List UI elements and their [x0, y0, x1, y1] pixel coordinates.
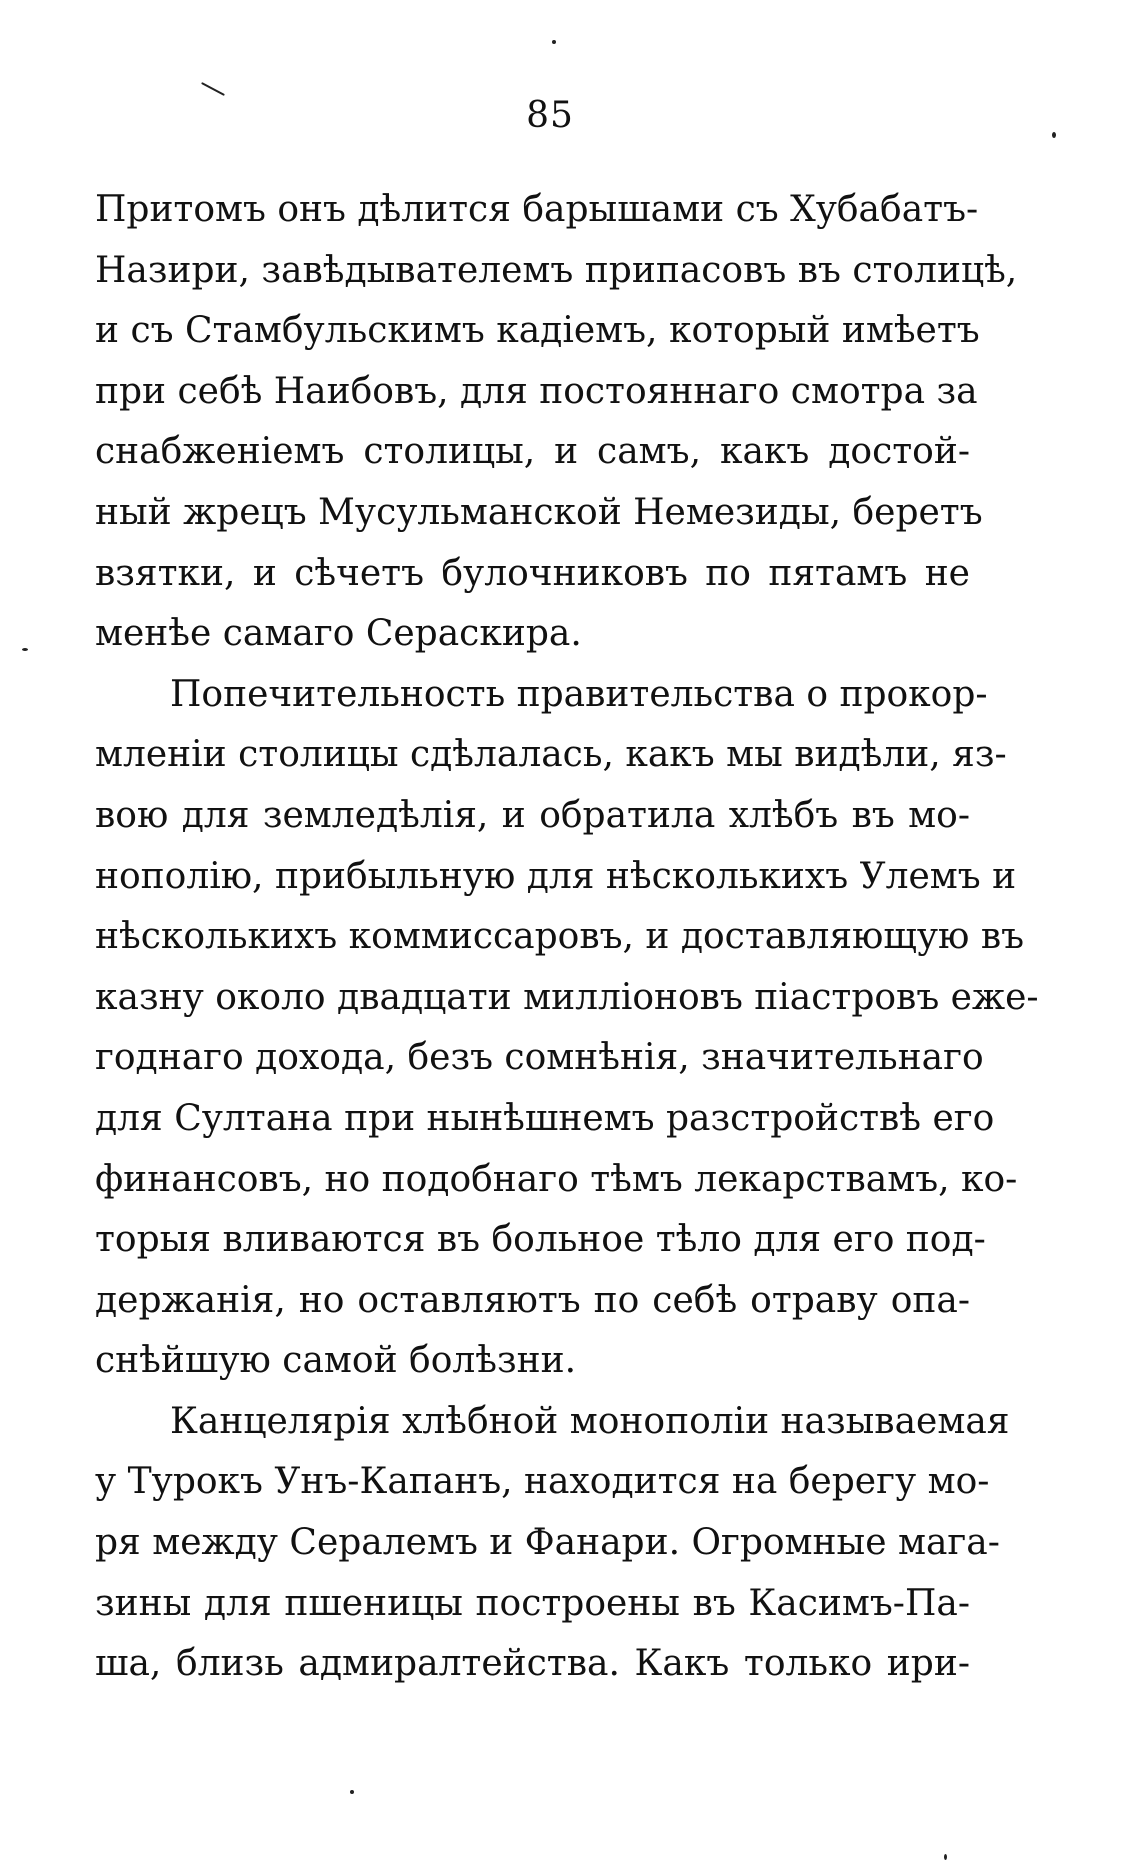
text-line: и съ Стамбульскимъ кадіемъ, который имѣетъ — [95, 310, 980, 352]
scan-speck — [350, 1790, 354, 1794]
text-line: ный жрецъ Мусульманской Немезиды, беретъ — [95, 491, 983, 533]
text-line: при себѣ Наибовъ, для постояннаго смотра за — [95, 370, 978, 412]
text-line: казну около двадцати милліоновъ піастровъ еже- — [95, 976, 1039, 1018]
paragraph-1 — [95, 180, 1018, 665]
text-line: для Султана при нынѣшнемъ разстройствѣ его — [95, 1097, 995, 1139]
paragraph-3 — [95, 1392, 1010, 1695]
scan-speck — [22, 648, 28, 651]
text-line: взятки, и сѣчетъ булочниковъ по пятамъ не — [95, 552, 970, 594]
text-line: ря между Сералемъ и Фанари. Огромные мага- — [95, 1522, 1000, 1564]
text-line: нополію, прибыльную для нѣсколькихъ Улемъ и — [95, 855, 1017, 897]
paragraph-2 — [95, 665, 1039, 1392]
page-number: 85 — [526, 95, 574, 136]
text-line: зины для пшеницы построены въ Касимъ-Па- — [95, 1582, 970, 1624]
text-line: снѣйшую самой болѣзни. — [95, 1340, 577, 1382]
text-line: торыя вливаются въ больное тѣло для его под- — [95, 1219, 986, 1261]
text-line: снабженіемъ столицы, и самъ, какъ достой- — [95, 431, 970, 473]
text-line: годнаго дохода, безъ сомнѣнія, значительнаго — [95, 1037, 984, 1079]
text-line: мленіи столицы сдѣлалась, какъ мы видѣли, яз- — [95, 734, 1007, 776]
scan-speck — [1052, 132, 1056, 138]
text-line: Притомъ онъ дѣлится барышами съ Хубабатъ- — [95, 189, 979, 230]
scan-speck — [201, 82, 225, 96]
body-text — [95, 180, 1039, 1695]
text-line: держанія, но оставляютъ по себѣ отраву опа- — [95, 1279, 970, 1321]
scan-speck — [552, 40, 556, 44]
scan-speck — [944, 1854, 947, 1860]
text-line: нѣсколькихъ коммиссаровъ, и доставляющую въ — [95, 916, 1025, 958]
text-line: менѣе самаго Сераскира. — [95, 613, 582, 655]
text-line: у Турокъ Унъ-Капанъ, находится на берегу мо- — [95, 1461, 990, 1503]
text-line: Канцелярія хлѣбной монополіи называемая — [170, 1400, 1010, 1442]
text-line: ша, близь адмиралтейства. Какъ только ири- — [95, 1643, 970, 1685]
text-line: Назири, завѣдывателемъ припасовъ въ столицѣ, — [95, 249, 1018, 291]
text-line: вою для земледѣлія, и обратила хлѣбъ въ мо- — [95, 794, 970, 836]
text-line: Попечительность правительства о прокор- — [170, 673, 988, 715]
text-line: финансовъ, но подобнаго тѣмъ лекарствамъ, ко- — [95, 1158, 1018, 1200]
